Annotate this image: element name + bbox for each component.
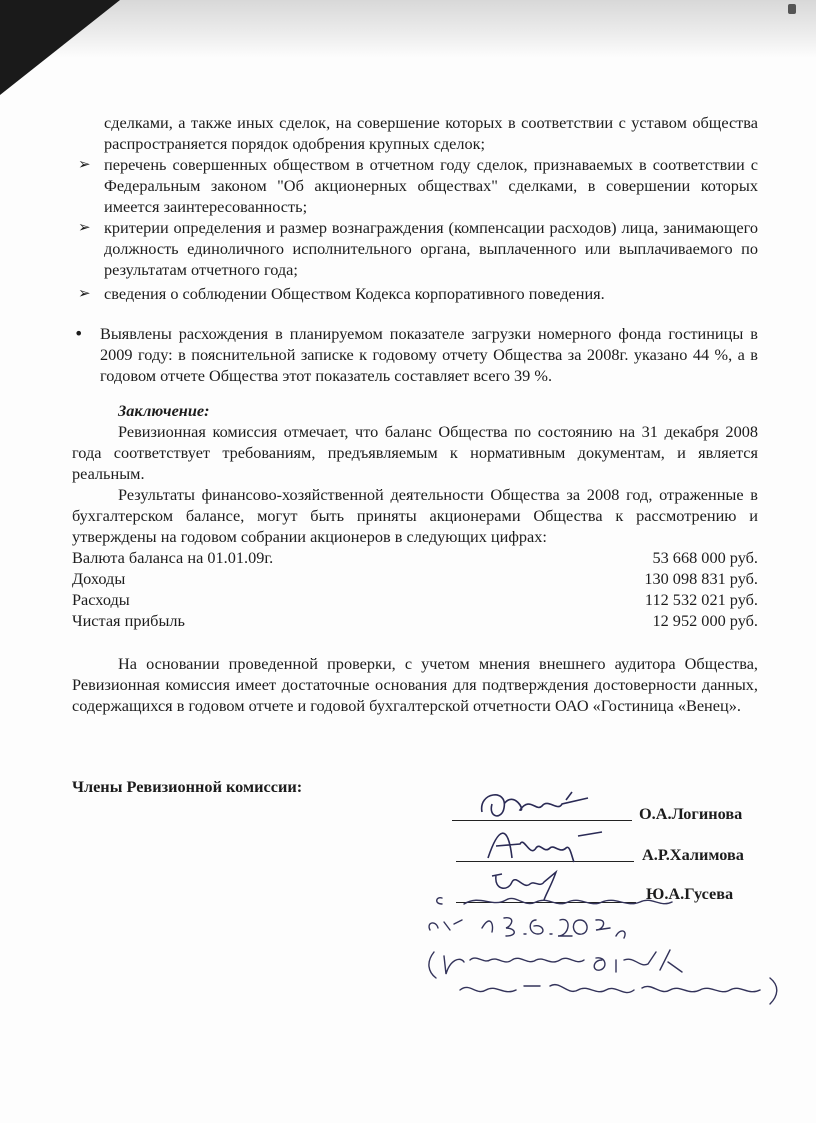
document-body <box>72 112 758 716</box>
financial-row: Доходы 130 098 831 руб. <box>72 569 758 588</box>
list-item: ➢ критерии определения и размер вознаграждения (компенсации расходов) лица, занимающего должность единоличного исполнительного органа, выплаченного или выплачиваемого по результатам отчетного года; <box>78 218 758 279</box>
final-paragraph: На основании проведенной проверки, с учетом мнения внешнего аудитора Общества, Ревизионная комиссия имеет достаточные основания для подтверждения достоверности данных, содержащихся в годовом отчете и годовой бухгалтерской отчетности ОАО «Гостиница «Венец». <box>72 654 758 715</box>
financial-row: Чистая прибыль 12 952 000 руб. <box>72 611 758 630</box>
folded-corner <box>0 0 120 95</box>
conclusion-paragraph-2: Результаты финансово-хозяйственной деятельности Общества за 2008 год, отраженные в бухгалтерском балансе, могут быть приняты акционерами Общества к рассмотрению и утверждены на годовом собрании акционеров в следующих цифрах: <box>72 485 758 546</box>
handwritten-note <box>420 890 800 1020</box>
signature-image <box>478 818 618 868</box>
intro-line: сделками, а также иных сделок, на совершение которых в соответствии с уставом общества распространяется порядок одобрения крупных сделок; <box>104 113 758 153</box>
members-title: Члены Ревизионной комиссии: <box>72 777 303 796</box>
dot-bullet-icon: • <box>74 324 84 343</box>
list-item: ➢ перечень совершенных обществом в отчетном году сделок, признаваемых в соответствии с Федеральным законом "Об акционерных обществах" сделками, в совершении которых имеется заинтересованность; <box>78 155 758 216</box>
signatory-name: О.А.Логинова <box>639 804 743 823</box>
signatory-name: Ю.А.Гусева <box>646 884 734 903</box>
arrow-bullet-icon: ➢ <box>78 284 91 302</box>
arrow-bullet-icon: ➢ <box>78 155 91 173</box>
finding-item: • Выявлены расхождения в планируемом показателе загрузки номерного фонда гостиницы в 2009 году: в пояснительной записке к годовому отчету Общества за 2008г. указано 44 %, а в годовом отчете Общества этот показатель составляет всего 39 %. <box>74 324 758 385</box>
financial-row: Расходы 112 532 021 руб. <box>72 590 758 609</box>
signatory-name: А.Р.Халимова <box>642 845 744 864</box>
arrow-bullet-icon: ➢ <box>78 218 91 236</box>
list-item: ➢ сведения о соблюдении Обществом Кодекса корпоративного поведения. <box>78 284 605 303</box>
conclusion-heading: Заключение: <box>118 401 210 420</box>
financial-table <box>72 547 758 631</box>
staple-mark <box>788 4 796 14</box>
scan-shadow <box>0 0 816 58</box>
conclusion-paragraph-1: Ревизионная комиссия отмечает, что баланс Общества по состоянию на 31 декабря 2008 года соответствует требованиям, предъявляемым к нормативным документам, и является реальным. <box>72 422 758 483</box>
financial-row: Валюта баланса на 01.01.09г. 53 668 000 руб. <box>72 548 758 567</box>
